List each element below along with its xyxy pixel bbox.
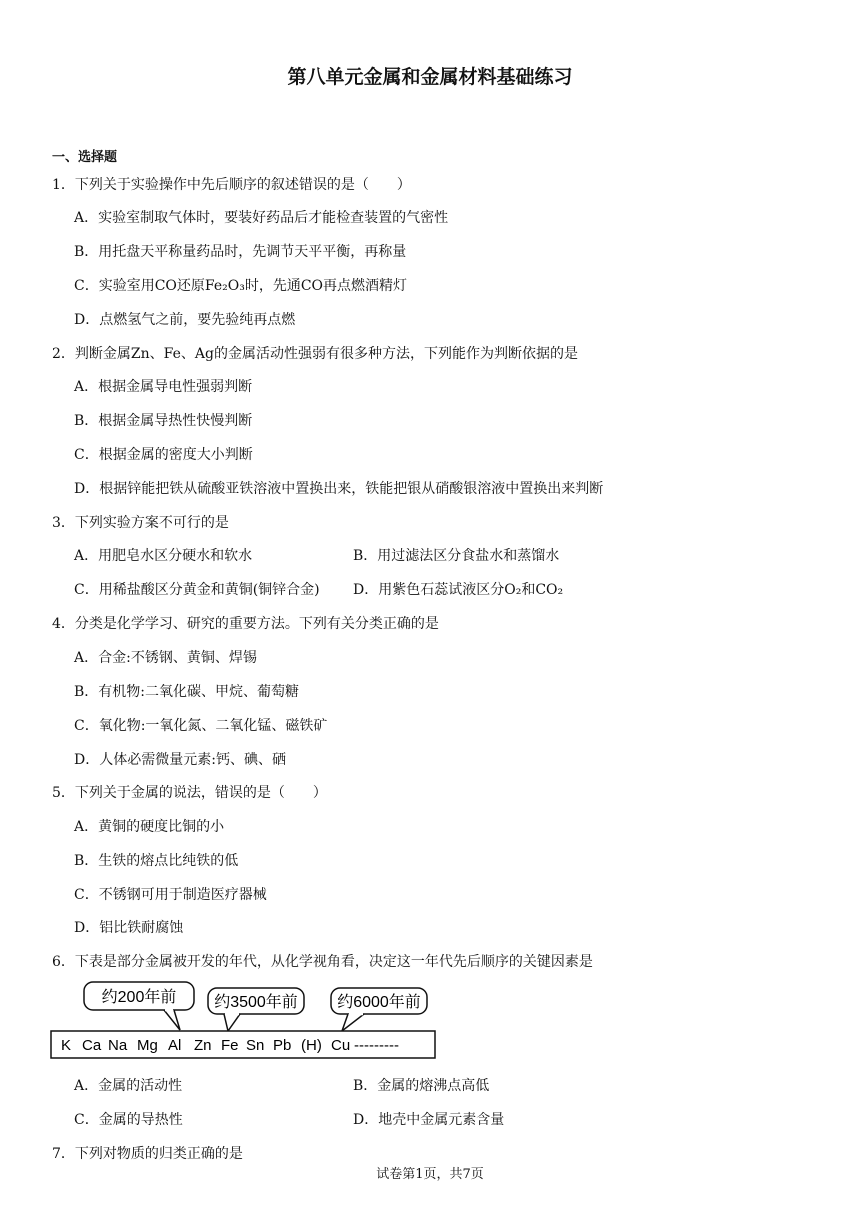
metal-na: Na bbox=[108, 1037, 128, 1054]
metal-development-figure bbox=[48, 980, 440, 1062]
option-5a: A．黄铜的硬度比铜的小 bbox=[74, 819, 225, 835]
callout-200 bbox=[84, 982, 194, 1030]
option-1a: A．实验室制取气体时，要装好药品后才能检查装置的气密性 bbox=[74, 210, 449, 226]
question-4: 4．分类是化学学习、研究的重要方法。下列有关分类正确的是 bbox=[52, 616, 439, 632]
metal-cu: Cu bbox=[331, 1037, 351, 1054]
option-3b: B．用过滤法区分食盐水和蒸馏水 bbox=[353, 548, 560, 564]
question-2: 2．判断金属Zn、Fe、Ag的金属活动性强弱有很多种方法，下列能作为判断依据的是 bbox=[52, 346, 578, 362]
metal-fe: Fe bbox=[221, 1037, 239, 1054]
option-3d: D．用紫色石蕊试液区分O₂和CO₂ bbox=[353, 582, 564, 598]
page-title: 第八单元金属和金属材料基础练习 bbox=[287, 66, 573, 88]
option-4b: B．有机物:二氧化碳、甲烷、葡萄糖 bbox=[74, 684, 300, 700]
option-1c: C．实验室用CO还原Fe₂O₃时，先通CO再点燃酒精灯 bbox=[74, 278, 408, 294]
metal-row bbox=[61, 1037, 399, 1054]
option-2a: A．根据金属导电性强弱判断 bbox=[74, 379, 253, 395]
question-7: 7．下列对物质的归类正确的是 bbox=[52, 1146, 243, 1162]
callout-6000 bbox=[331, 988, 427, 1031]
option-5b: B．生铁的熔点比纯铁的低 bbox=[74, 853, 239, 869]
metal-pb: Pb bbox=[273, 1037, 292, 1054]
question-1: 1．下列关于实验操作中先后顺序的叙述错误的是（ ） bbox=[52, 177, 411, 193]
callout-3500 bbox=[208, 988, 304, 1031]
question-5: 5．下列关于金属的说法，错误的是（ ） bbox=[52, 785, 327, 801]
metal-dashes: --------- bbox=[354, 1037, 399, 1054]
metal-h: (H) bbox=[301, 1037, 322, 1054]
option-6d: D．地壳中金属元素含量 bbox=[353, 1112, 505, 1128]
metal-k: K bbox=[61, 1037, 72, 1054]
option-4c: C．氧化物:一氧化氮、二氧化锰、磁铁矿 bbox=[74, 718, 328, 734]
option-4d: D．人体必需微量元素:钙、碘、硒 bbox=[74, 752, 286, 768]
metal-zn: Zn bbox=[194, 1037, 212, 1054]
callout-text: 约3500年前 bbox=[214, 994, 298, 1011]
page-footer: 试卷第1页，共7页 bbox=[376, 1167, 484, 1182]
option-3a: A．用肥皂水区分硬水和软水 bbox=[74, 548, 253, 564]
metal-sn: Sn bbox=[246, 1037, 265, 1054]
option-5c: C．不锈钢可用于制造医疗器械 bbox=[74, 887, 267, 903]
option-2b: B．根据金属导热性快慢判断 bbox=[74, 413, 253, 429]
option-6c: C．金属的导热性 bbox=[74, 1112, 183, 1128]
metal-ca: Ca bbox=[82, 1037, 102, 1054]
option-4a: A．合金:不锈钢、黄铜、焊锡 bbox=[74, 650, 257, 666]
option-6a: A．金属的活动性 bbox=[74, 1078, 183, 1094]
question-6: 6．下表是部分金属被开发的年代，从化学视角看，决定这一年代先后顺序的关键因素是 bbox=[52, 954, 593, 970]
option-1b: B．用托盘天平称量药品时，先调节天平平衡，再称量 bbox=[74, 244, 407, 260]
option-6b: B．金属的熔沸点高低 bbox=[353, 1078, 490, 1094]
option-5d: D．铝比铁耐腐蚀 bbox=[74, 920, 184, 936]
callout-text: 约200年前 bbox=[101, 989, 177, 1006]
metal-mg: Mg bbox=[137, 1037, 158, 1054]
question-3: 3．下列实验方案不可行的是 bbox=[52, 515, 229, 531]
option-2d: D．根据锌能把铁从硫酸亚铁溶液中置换出来，铁能把银从硝酸银溶液中置换出来判断 bbox=[74, 481, 604, 497]
option-2c: C．根据金属的密度大小判断 bbox=[74, 447, 253, 463]
metal-al: Al bbox=[168, 1037, 182, 1054]
option-3c: C．用稀盐酸区分黄金和黄铜(铜锌合金) bbox=[74, 582, 320, 598]
callout-text: 约6000年前 bbox=[337, 994, 421, 1011]
option-1d: D．点燃氢气之前，要先验纯再点燃 bbox=[74, 312, 296, 328]
section-heading: 一、选择题 bbox=[52, 150, 118, 165]
